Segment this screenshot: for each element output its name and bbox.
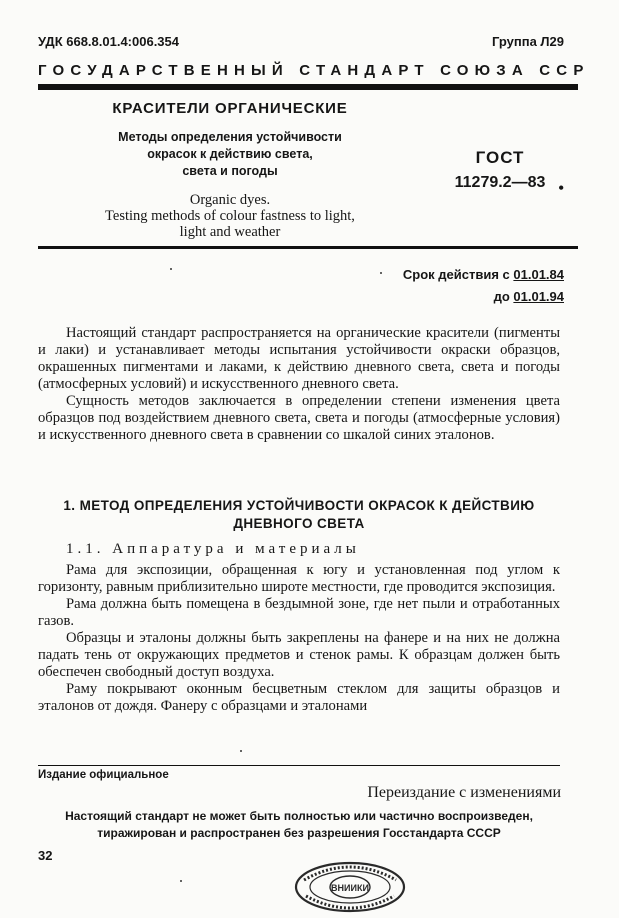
notice-line: Настоящий стандарт не может быть полностью или частично воспроизведен, (65, 809, 533, 823)
validity-from-prefix: Срок действия с (402, 267, 510, 282)
library-stamp-icon (290, 858, 410, 916)
page-number: 32 (38, 848, 53, 863)
title-ru-line: Методы определения устойчивости (118, 130, 342, 144)
print-speck (380, 272, 382, 274)
section-heading-line: ДНЕВНОГО СВЕТА (233, 516, 365, 531)
middle-rule (38, 246, 578, 249)
section-body (38, 562, 560, 715)
validity-to (403, 286, 564, 308)
validity-to-prefix: до (493, 289, 510, 304)
title-block (60, 100, 400, 240)
title-en-line: Organic dyes. (189, 192, 271, 208)
title-ru-line: света и погоды (182, 164, 278, 178)
stamp-center-text: ВНИИКИ (331, 883, 369, 893)
gost-label: ГОСТ (475, 148, 525, 167)
validity-from (403, 264, 564, 286)
section-heading-line: 1. МЕТОД ОПРЕДЕЛЕНИЯ УСТОЙЧИВОСТИ ОКРАСОК К ДЕЙСТВИЮ (63, 498, 535, 513)
title-ru-line: окрасок к действию света, (147, 147, 313, 161)
title-en-line: light and weather (179, 224, 281, 240)
english-title (60, 192, 400, 240)
section-paragraph: Раму покрывают оконным бесцветным стеклом для защиты образцов и эталонов от дождя. Фанеру с образцами и эталонами (38, 681, 560, 714)
gost-block (430, 148, 570, 192)
notice-line: тиражирован и распространен без разрешения Госстандарта СССР (97, 826, 501, 840)
title-en-line: Testing methods of colour fastness to light, (105, 208, 355, 224)
group-code: Группа Л29 (491, 34, 564, 49)
validity-to-date: 01.01.94 (513, 289, 564, 304)
section-paragraph: Рама должна быть помещена в бездымной зоне, где нет пыли и отработанных газов. (38, 596, 560, 629)
udk-code: УДК 668.8.01.4:006.354 (38, 34, 180, 49)
intro-paragraph: Сущность методов заключается в определении степени изменения цвета образцов под воздействием дневного света, света и погоды (атмосферные условия) и искусственного дневного света в сравнении со шкалой синих эталонов. (38, 393, 560, 443)
subsection-heading: 1.1. Аппаратура и материалы (66, 541, 360, 557)
section-heading (38, 497, 560, 533)
section-paragraph: Рама для экспозиции, обращенная к югу и установленная под углом к горизонту, равным приблизительно широте местности, где проводится экспозиция. (38, 562, 560, 595)
reissue-label: Переиздание с изменениями (367, 784, 561, 801)
gost-mark-icon: • (558, 180, 564, 197)
gost-number: 11279.2—83 (454, 174, 546, 191)
document-title: КРАСИТЕЛИ ОРГАНИЧЕСКИЕ (112, 100, 348, 117)
print-speck (170, 268, 172, 270)
print-speck (240, 750, 242, 752)
official-edition-label: Издание официальное (38, 769, 169, 781)
introduction (38, 325, 560, 444)
footer-rule (38, 765, 560, 766)
intro-paragraph: Настоящий стандарт распространяется на органические красители (пигменты и лаки) и устанавливает методы испытания устойчивости окраски образцов, окрашенных пигментами и лаками, к действию дневного света, света и погоды (атмосферных условий) и искусственного дневного света. (38, 325, 560, 392)
section-paragraph: Образцы и эталоны должны быть закреплены на фанере и на них не должна падать тень от окружающих предметов и стенок рамы. К образцам должен быть обеспечен свободный доступ воздуха. (38, 630, 560, 680)
copyright-notice (38, 808, 560, 842)
validity-from-date: 01.01.84 (513, 267, 564, 282)
validity-period (403, 264, 564, 308)
top-rule (38, 84, 578, 90)
state-standard-title: ГОСУДАРСТВЕННЫЙ СТАНДАРТ СОЮЗА ССР (38, 62, 590, 79)
print-speck (180, 880, 182, 882)
